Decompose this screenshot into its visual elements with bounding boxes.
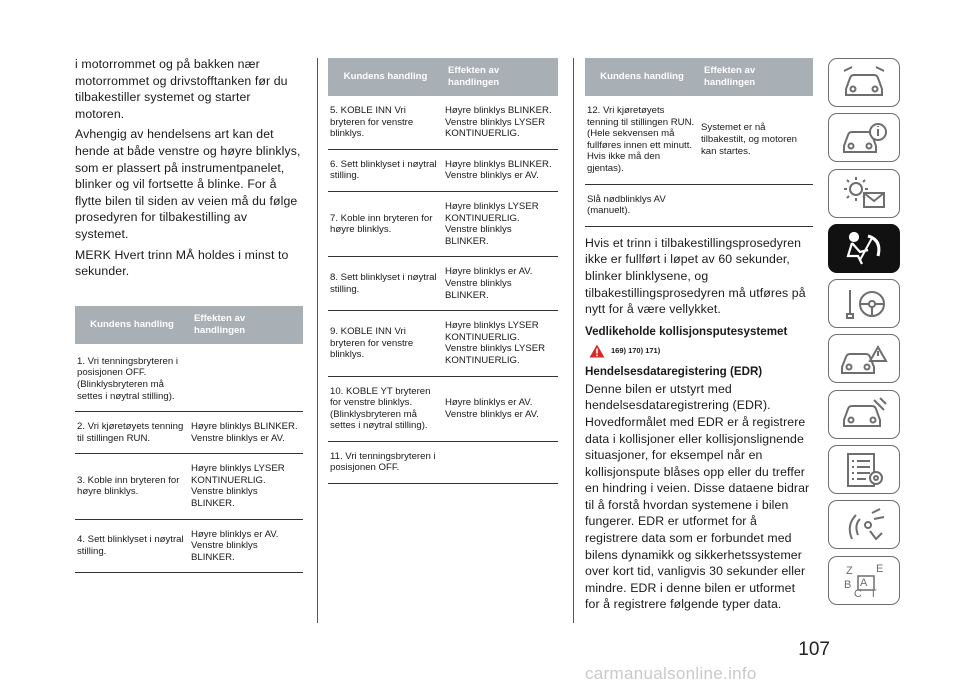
table-row <box>328 149 558 191</box>
table-cell: Høyre blinklys LYSER KONTINUERLIG. Venstre blinklys LYSER KONTINUERLIG. <box>443 311 558 376</box>
table-cell: 8. Sett blinklyset i nøytral stilling. <box>328 257 443 311</box>
warning-refs: 169) 170) 171) <box>611 346 661 356</box>
table-header-effect: Effekten av handlingen <box>189 306 303 344</box>
table-cell <box>443 441 558 483</box>
column-divider <box>573 58 574 623</box>
table-cell: 4. Sett blinklyset i nøytral stilling. <box>75 519 189 573</box>
table-cell: Høyre blinklys er AV. Venstre blinklys BLINKER. <box>443 257 558 311</box>
paragraph: Denne bilen er utstyrt med hendelsesdataregistrering (EDR). Hovedformålet med EDR er å registrere data i kollisjoner eller kollisjonslignende situasjoner, for eksempel når en kollisjonspute blåses opp eller du treffer en hindring i veien. Disse dataene bidrar til å forstå hvordan systemene i bilen fungerer. EDR er utformet for å registrere data som er forbundet med bilens dynamikk og sikkerhetssystemer over kort tid, vanligvis 30 sekunder eller mindre. EDR i denne bilen er utformet for å registrere følgende typer data. <box>585 381 810 612</box>
table-cell: Høyre blinklys BLINKER. Venstre blinklys LYSER KONTINUERLIG. <box>443 96 558 149</box>
table-cell: Høyre blinklys er AV. Venstre blinklys BLINKER. <box>189 519 303 573</box>
watermark: carmanualsonline.info <box>585 664 757 683</box>
multimedia-icon <box>838 505 890 545</box>
table-cell: Høyre blinklys BLINKER. Venstre blinklys er AV. <box>189 412 303 454</box>
chapter-sidebar <box>828 58 900 611</box>
note-paragraph: MERK Hvert trinn MÅ holdes i minst to sekunder. <box>75 247 289 279</box>
table-row <box>75 454 303 519</box>
table-row <box>585 184 813 226</box>
table-cell: 5. KOBLE INN Vri bryteren for venstre blinklys. <box>328 96 443 149</box>
car-front-icon <box>838 63 890 103</box>
airbag-safety-icon <box>838 228 890 268</box>
table-cell: 1. Vri tenningsbryteren i posisjonen OFF. (Blinklysbryteren må settes i nøytral stilling). <box>75 344 189 412</box>
column-3 <box>585 0 813 613</box>
table-cell <box>189 344 303 412</box>
paragraph: Avhengig av hendelsens art kan det hende at både venstre og høyre blinklys, som er plassert på instrumentpanelet, blinker og vil fortsette å blinke. For å flytte bilen til siden av veien må du følge prosedyren for tilbakestilling av systemet. <box>75 127 301 241</box>
tab-service[interactable] <box>828 390 900 439</box>
table-row <box>585 96 813 184</box>
table-header-action: Kundens handling <box>75 306 189 344</box>
index-letter: A <box>860 577 868 590</box>
procedure-table-2 <box>328 58 558 484</box>
tab-index[interactable] <box>828 556 900 605</box>
page-number: 107 <box>798 639 830 660</box>
specifications-icon <box>838 450 890 490</box>
tab-emergency[interactable] <box>828 334 900 383</box>
table-header-effect: Effekten av handlingen <box>443 58 558 96</box>
tab-car-front[interactable] <box>828 58 900 107</box>
index-letter: B <box>844 579 852 592</box>
tab-warning-lights[interactable] <box>828 169 900 218</box>
table-header-action: Kundens handling <box>328 58 443 96</box>
table-cell: 12. Vri kjøretøyets tenning til stillingen RUN. (Hele sekvensen må fullføres innen ett minutt. Hvis ikke må den gjentas). <box>585 96 699 184</box>
index-icon <box>838 560 890 600</box>
table-cell: Systemet er nå tilbakestilt, og motoren kan startes. <box>699 96 813 184</box>
tab-specifications[interactable] <box>828 445 900 494</box>
table-row <box>328 191 558 256</box>
table-cell: Slå nødblinklys AV (manuelt). <box>585 184 699 226</box>
table-cell: 2. Vri kjøretøyets tenning til stillingen RUN. <box>75 412 189 454</box>
table-row <box>328 311 558 376</box>
paragraph: i motorrommet og på bakken nær motorrommet og drivstofftanken før du tilbakestiller systemet og starter motoren. <box>75 57 288 121</box>
table-row <box>75 519 303 573</box>
table-cell: Høyre blinklys LYSER KONTINUERLIG. Venstre blinklys BLINKER. <box>189 454 303 519</box>
warning-reference <box>589 344 813 358</box>
steering-wheel-icon <box>838 284 890 324</box>
tab-airbag-safety[interactable] <box>828 224 900 273</box>
index-letter: T <box>870 588 877 601</box>
warning-lights-icon <box>838 173 890 213</box>
table-cell: 7. Koble inn bryteren for høyre blinklys. <box>328 191 443 256</box>
column-2 <box>328 0 558 484</box>
section-heading: Vedlikeholde kollisjonsputesystemet <box>585 324 788 338</box>
emergency-car-icon <box>838 339 890 379</box>
table-cell: Høyre blinklys BLINKER. Venstre blinklys er AV. <box>443 149 558 191</box>
table-row <box>328 257 558 311</box>
procedure-table-3 <box>585 58 813 227</box>
tab-car-info[interactable] <box>828 113 900 162</box>
table-row <box>328 441 558 483</box>
table-cell: Høyre blinklys er AV. Venstre blinklys er AV. <box>443 376 558 441</box>
table-header-effect: Effekten av handlingen <box>699 58 813 96</box>
table-header-action: Kundens handling <box>585 58 699 96</box>
column-divider <box>317 58 318 623</box>
table-cell: 9. KOBLE INN Vri bryteren for venstre blinklys. <box>328 311 443 376</box>
car-service-icon <box>838 394 890 434</box>
table-cell: Høyre blinklys LYSER KONTINUERLIG. Venstre blinklys BLINKER. <box>443 191 558 256</box>
index-letter: E <box>876 563 884 576</box>
section-heading: Hendelsesdataregistering (EDR) <box>585 364 763 378</box>
index-letter: C <box>854 588 862 601</box>
table-cell: 6. Sett blinklyset i nøytral stilling. <box>328 149 443 191</box>
table-row <box>75 344 303 412</box>
tab-steering[interactable] <box>828 279 900 328</box>
index-letter: Z <box>846 565 853 578</box>
table-cell: 3. Koble inn bryteren for høyre blinklys. <box>75 454 189 519</box>
procedure-table-1 <box>75 306 303 574</box>
table-cell: 11. Vri tenningsbryteren i posisjonen OFF. <box>328 441 443 483</box>
tab-multimedia[interactable] <box>828 500 900 549</box>
table-row <box>328 96 558 149</box>
table-cell: 10. KOBLE YT bryteren for venstre blinklys. (Blinklysbryteren må settes i nøytral stilling). <box>328 376 443 441</box>
table-cell <box>699 184 813 226</box>
table-row <box>328 376 558 441</box>
column-1 <box>75 0 303 573</box>
warning-triangle-icon <box>589 344 605 358</box>
table-row <box>75 412 303 454</box>
car-info-icon <box>838 118 890 158</box>
paragraph: Hvis et trinn i tilbakestillingsprosedyren ikke er fullført i løpet av 60 sekunder, blinker blinklysene, og tilbakestillingsprosedyren må utføres på nytt for å være vellykket. <box>585 235 806 317</box>
